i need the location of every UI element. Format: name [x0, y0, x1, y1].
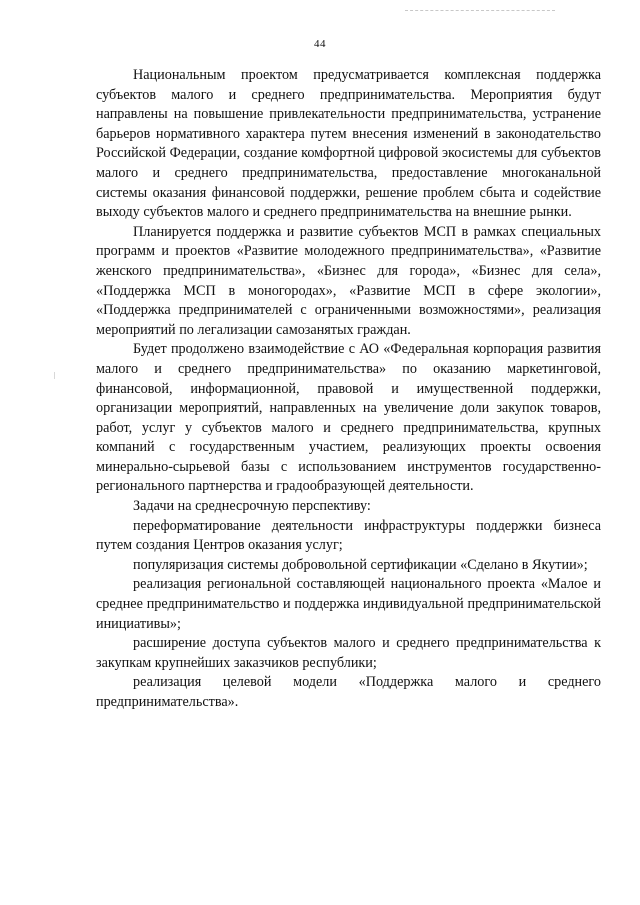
- task-item-procurement-access: расширение доступа субъектов малого и среднего предпринимательства к закупкам крупнейших заказчиков республики;: [96, 635, 601, 671]
- task-item-certification: популяризация системы добровольной сертификации «Сделано в Якутии»;: [133, 556, 588, 573]
- task-item-regional-component: реализация региональной составляющей национального проекта «Малое и среднее предпринимательство и поддержка индивидуальной предпринимательской инициативы»;: [96, 576, 601, 632]
- task-item-target-model: реализация целевой модели «Поддержка малого и среднего предпринимательства».: [96, 674, 601, 710]
- task-item-reformatting: переформатирование деятельности инфраструктуры поддержки бизнеса путем создания Центров оказания услуг;: [96, 517, 601, 554]
- scan-header-marks: [405, 10, 555, 13]
- document-body: [96, 66, 601, 713]
- paragraph-national-project: Национальным проектом предусматривается комплексная поддержка субъектов малого и среднего предпринимательства. Мероприятия будут направлены на повышение привлекательности предпринимательства, устранение барьеров нормативного характера путем внесения изменений в законодательство Российской Федерации, создание комфортной цифровой экосистемы для субъектов малого и среднего предпринимательства, предоставление многоканальной системы оказания финансовой поддержки, решение проблем сбыта и содействие выходу субъектов малого и среднего предпринимательства на внешние рынки.: [96, 67, 601, 221]
- paragraph-tasks-heading: Задачи на среднесрочную перспективу:: [133, 498, 371, 515]
- page-number: 44: [314, 38, 326, 50]
- margin-mark: [54, 372, 55, 379]
- paragraph-federal-corporation: Будет продолжено взаимодействие с АО «Федеральная корпорация развития малого и среднего предпринимательства» по оказанию маркетинговой, финансовой, информационной, правовой и имущественной поддержки, организации мероприятий, направленных на увеличение доли закупок товаров, работ, услуг у субъектов малого и среднего предпринимательства, крупных компаний с государственным участием, реализующих проекты освоения минерально-сырьевой базы с использованием инструментов государственно-регионального партнерства и градообразующей деятельности.: [96, 341, 601, 495]
- paragraph-sme-support-programs: Планируется поддержка и развитие субъектов МСП в рамках специальных программ и проектов «Развитие молодежного предпринимательства», «Развитие женского предпринимательства», «Бизнес для города», «Бизнес для села», «Поддержка МСП в моногородах», «Развитие МСП в сфере экологии», «Поддержка предпринимателей с ограниченными возможностями», реализация мероприятий по легализации самозанятых граждан.: [96, 223, 601, 338]
